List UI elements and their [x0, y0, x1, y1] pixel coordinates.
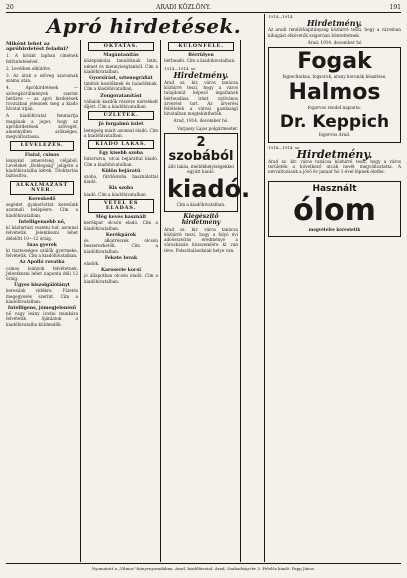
ad-heading: Fekete lovak — [104, 255, 138, 261]
ad-heading: Külön bejáratú — [101, 168, 141, 174]
ad-text: nő vagy leány irodai munkára felvétetik. Ajánlatok a kiadóhivatalba küldendők. — [6, 311, 78, 327]
ad-heading: Gyorsírást, sztenográfiát — [89, 76, 153, 82]
page-number: 20 — [6, 4, 14, 11]
dental-ad-box — [268, 47, 401, 143]
ad-fogak-headline: Fogak — [297, 49, 372, 75]
notice-title: Hirdetmény. — [173, 69, 229, 80]
lead-ad-olom: ólom — [293, 192, 376, 228]
ad-text: leánykát ismeretség céljából. Leveleket „Boldogság” jeligére a kiadóhivatalba kérek. Titoktartás biztosítva. — [6, 157, 78, 179]
rule-3: 3. Az árak a szöveg szavainak száma után. — [6, 73, 78, 84]
notice-number: 1914—1914. sz. — [164, 65, 197, 71]
how-to-title: Miként lehet az apróhirdetést feladni? — [6, 41, 69, 53]
column-4 — [268, 14, 401, 562]
rule-1: 1. A kívánt lapban címének feltüntetésével. — [6, 53, 78, 64]
ad-text: eladók. — [84, 260, 100, 266]
big-ad-address: Cím a kiadóhivatalban. — [176, 202, 226, 208]
big-ad-headline: 2 szobából — [168, 134, 234, 164]
ad-text: vállalok kezdők részére mérsékelt díjért. Cím a kiadóhivatalban. — [84, 98, 158, 110]
ad-heading: Kis szoba — [108, 186, 134, 192]
ad-heading: Még kevés használt — [95, 215, 147, 221]
ad-text: bútorozva, utcai bejárattal kiadó. Cím a kiadóhivatalban. — [84, 156, 158, 167]
footer-rule — [6, 563, 401, 564]
ad-heading: Bérrülyen — [188, 53, 214, 59]
notice-text: Arad sz. kir. város tanácsa közhírré teszi, hogy a város területén a következő utcák nevét megváltoztatta. A névváltozások a jövő év január hó 1-ével lépnek életbe. — [268, 159, 401, 175]
rule-2: 2. Levélben elküldve. — [6, 65, 52, 71]
notice-number: 1914—1914. — [268, 14, 294, 19]
ad-text: ki háztartást vezetni tud, azonnal felvétetik. Jelentkezni lehet délelőtt 10—12 óráig. — [6, 225, 78, 241]
section-title: Apró hirdetések. — [46, 14, 242, 38]
ad-heading: Ügyes kiszolgálólányt — [14, 283, 70, 289]
ad-text: középiskolai tanulóknak latin, német és mennyiségtanból. Cím a kiadóhivatalban. — [84, 58, 158, 74]
ad-text: csinos leányok felvétetnek. Jelentkezni lehet naponta déli 12 óráig. — [6, 265, 78, 281]
ad-text: szoba, fürdőszoba használattal kiadó. — [84, 174, 158, 185]
category-box-education: OKTATÁS. — [88, 42, 154, 51]
ad-heading: Inas gyerek — [27, 242, 57, 248]
ad-heading: Kereskedő — [28, 197, 56, 203]
ad-heading: Intelligens, jómegjelenésű — [7, 305, 77, 311]
ad-text: kerékpár olcsón eladó. Cím a kiadóhivatalban. — [84, 220, 158, 231]
category-box-correspondence: LEVELEZÉS. — [10, 141, 74, 150]
notice-title: Hirdetmény. — [306, 18, 363, 29]
ad-keppich-headline: Dr. Keppich — [279, 112, 390, 133]
notice-place: Arad, 1914. december hó — [307, 39, 362, 45]
ad-heading: Intelligensebb nő, — [18, 219, 66, 225]
ad-text: ki tisztességes szülők gyermeke, felvétetik. Cím a kiadóhivatalban. — [6, 247, 78, 259]
ad-text: betegség miatt azonnal eladó. Cím a kiadóhivatalban. — [84, 127, 158, 138]
ad-heading: Jó forgalmú üzlet — [98, 122, 144, 128]
ad-heading: Zongoratanítást — [100, 93, 142, 99]
column-divider-4 — [264, 14, 265, 562]
ad-text: bérbeadó. Cím a kiadóhivatalban. — [164, 58, 236, 64]
column-divider-1 — [80, 40, 81, 562]
ad-text: tanítok kezdőknek és haladóknak. Cím a kiadóhivatalban. — [84, 81, 158, 92]
ad-heading: Magántanítás — [103, 53, 139, 59]
category-box-misc: KÜLÖNFÉLE. — [168, 42, 234, 51]
notice-text: Az aradi rendőrkapitányság közhírré teszi, hogy a városban kihágást elkövetők szigorúan büntettetnek. — [268, 27, 401, 38]
header-date: 191 — [389, 4, 401, 11]
page-footer: Nyomatott a „Vilmos”-könyvnyomdában, Arad, kiadóhivatal: Arad, Szabadság-tér 3. Felelős kiadó: Papp János. — [91, 566, 316, 571]
category-box-shops: ÜZLETEK. — [88, 111, 154, 120]
rule-4: 4. Apróhirdetések — szövegkörülmények szerint betűzve — az apró hirdetések rovatában jelennek meg a kiadó hivatal útján. — [6, 85, 78, 112]
lead-ad-text: megvételre kerestetik — [308, 226, 361, 232]
notice-signer: Varjassy Lajos polgármester. — [177, 125, 238, 131]
notice-number: 1914—1914. sz. — [268, 144, 301, 150]
paper-name: ARADI KÖZLÖNY. — [156, 4, 211, 11]
lead-ad-box — [268, 181, 401, 237]
ad-heading: Az Apolló rovatba — [19, 260, 65, 266]
column-divider-3 — [240, 40, 241, 562]
ad-text: kiadó. Cím a kiadóhivatalban. — [84, 191, 148, 197]
ad-heading: Egy kisebb szoba — [99, 151, 143, 157]
ad-keppich-text: fogorvos Arad. — [318, 132, 351, 138]
ad-text: jó állapotban olcsón eladó. Cím a kiadóhivatalban. — [84, 273, 158, 284]
ad-text: és alkatrészek olcsón beszerezhetők. Cím a kiadóhivatalban. — [84, 238, 158, 254]
notice-text: Arad sz. kir. város tanácsa közhírré teszi, hogy a város tulajdonát képező ingatlanok bérbeadása iránt nyilvános árverést tart. Az árverési feltételek a városi gazdasági hivatalban megtekinthetők. — [164, 80, 238, 117]
big-ad-kiado: kiadó. — [167, 175, 251, 204]
big-ad-text: álló lakás, mellékhelyiségekkel együtt kiadó. — [168, 163, 234, 175]
big-ad-box — [164, 133, 251, 213]
category-box-buy-sell: VÉTEL ÉS ELADÁS. — [88, 199, 154, 213]
column-divider-2 — [160, 40, 161, 562]
ad-halmos-headline: Halmos — [288, 80, 381, 106]
column-1 — [6, 40, 78, 562]
category-box-jobs: ALKALMAZÁST NYER. — [10, 181, 74, 195]
notice-place-date: Arad, 1914. december hó. — [173, 118, 229, 124]
lead-ad-used: Használt — [312, 183, 357, 194]
ad-halmos-text: fogorvos rendel naponta. — [307, 105, 362, 111]
publisher-note: A kiadóhivatal fenntartja magának a jogot, hogy az apróhirdetések szövegét, amennyiben szükséges, megváltoztassa. — [6, 113, 78, 140]
ad-heading: Karoserie kocsi — [100, 268, 142, 274]
supplementary-notice-title: Kiegészítő hirdetmény — [181, 213, 221, 226]
ad-text: segédet gyakorlottat keresünk azonnali belépésre. Cím a kiadóhivatalban. — [6, 202, 78, 218]
ad-heading: Fiatal, csinos — [24, 152, 60, 158]
column-3 — [164, 40, 251, 562]
category-box-rentals: KIADÓ LAKÁS. — [88, 140, 154, 149]
column-2 — [84, 40, 158, 562]
notice-title: Hirdetmény. — [296, 147, 373, 161]
ad-fogak-text: fogtechnikus, fogsorok, arany koronák készítése. — [282, 74, 387, 80]
header-rule — [6, 12, 401, 13]
ad-heading: Kerékpárok — [105, 232, 137, 238]
ad-text: keresünk vidékre. Fizetés megegyezés szerint. Cím a kiadóhivatalban. — [6, 288, 78, 304]
supplementary-notice-text: Arad sz. kir. város tanácsa közhírré teszi, hogy a folyó évi adóösszeírás eredménye a városházán közszemlére ki van téve. Felszólalásoknak helye van. — [164, 226, 238, 253]
